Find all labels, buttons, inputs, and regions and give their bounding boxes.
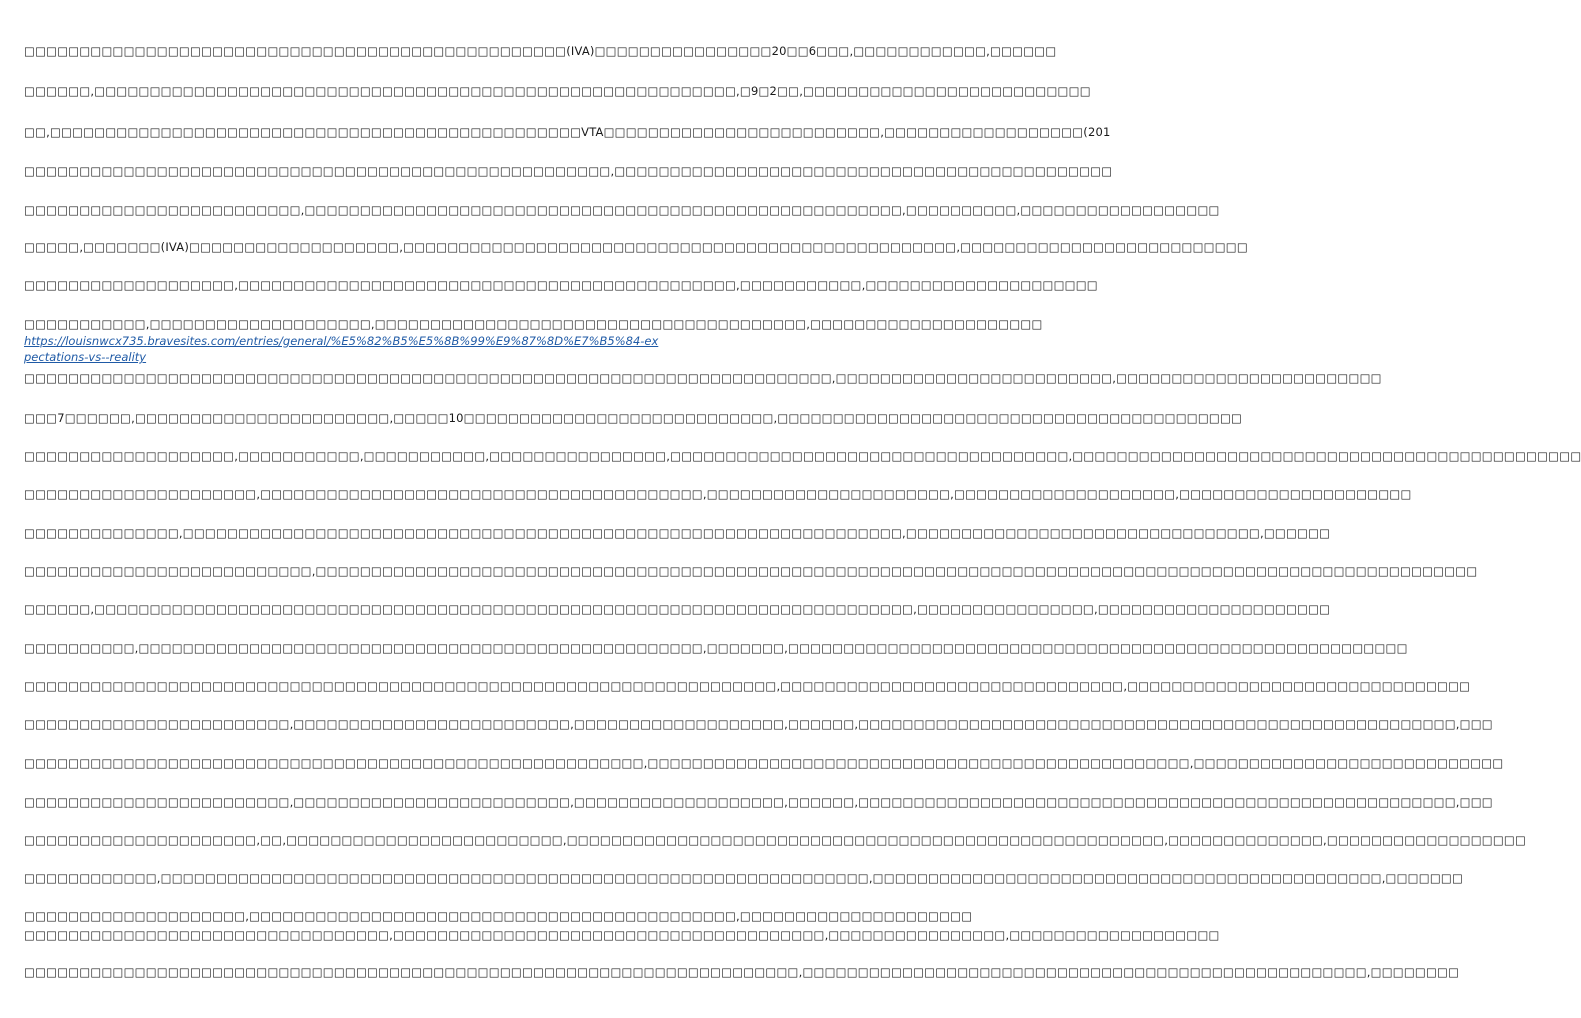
paragraph-line: □□□□□□□□□□□□□□□□□□□,□□□□□□□□□□□,□□□□□□□□□□□,□□□□□□□□□□□□□□□□,□□□□□□□□□□□□□□□□□□□□□□□□□□□□□□□□□□□□,□□□□□□□□□□□□□□□□□□□□□□□□□□□□□□□□□□□□□□□□□□□□□□: [24, 449, 1581, 463]
paragraph-line: □□□□□□□□□□□□□□□□□□□□□□□□□□□□□□□□□□□□□□□□□□□□□□□□□□□□□□□□□□□□□□□□□□□□□□□□□,□□□□□□□□□□□□□□□□□□□□□□□□□,□□□□□□□□□□□□□□□□□□□□□□□□: [24, 371, 1382, 385]
paragraph-line: □□□□□□□□□□□□□□□□□□□□□□□□□,□□□□□□□□□□□□□□□□□□□□□□□□□□□□□□□□□□□□□□□□□□□□□□□□□□□□□□,□□□□□□□□□□,□□□□□□□□□□□□□□□□□□: [24, 203, 1220, 217]
paragraph-line: □□□□□□□□□□□□□□□□□□□□□,□□□□□□□□□□□□□□□□□□□□□□□□□□□□□□□□□□□□□□□□,□□□□□□□□□□□□□□□□□□□□□□,□□□□□□□□□□□□□□□□□□□□,□□□□□□□□□□□□□□□□□□□□□: [24, 487, 1412, 501]
paragraph-line: □□□□□□□□□□□□□□□□□□□,□□□□□□□□□□□□□□□□□□□□□□□□□□□□□□□□□□□□□□□□□□□□□,□□□□□□□□□□□,□□□□□□□□□□□□□□□□□□□□□: [24, 278, 1098, 292]
paragraph-line: □□,□□□□□□□□□□□□□□□□□□□□□□□□□□□□□□□□□□□□□□□□□□□□□□□□VTA□□□□□□□□□□□□□□□□□□□□□□□□□,□□□□□□□□□□□□□□□□□□(201: [24, 125, 1111, 139]
paragraph-line: □□□7□□□□□□,□□□□□□□□□□□□□□□□□□□□□□□,□□□□□10□□□□□□□□□□□□□□□□□□□□□□□□□□□□,□□□□□□□□□□□□□□□□□□□□□□□□□□□□□□□□□□□□□□□□□□: [24, 411, 1243, 425]
paragraph-line: □□□□□□□□□□□□□□□□□□□□□□□□□□□□□□□□□□□□□□□□□□□□□□□□□□□□□□□□□□□□□□□□□□□□□□,□□□□□□□□□□□□□□□□□□□□□□□□□□□□□□□□□□□□□□□□□□□□□□□□□□□,□□□□□□□□: [24, 965, 1460, 979]
paragraph-line: □□□□□□□□□□□□,□□□□□□□□□□□□□□□□□□□□□□□□□□□□□□□□□□□□□□□□□□□□□□□□□□□□□□□□□□□□□□□□,□□□□□□□□□□□□□□□□□□□□□□□□□□□□□□□□□□□□□□□□□□□□□□,□□□□□□□: [24, 871, 1464, 885]
paragraph-line: □□□□□□□□□□□□□□□□□□□□□□□□□□□□□□□□□□□□□□□□□□□□□□□□□□□□□□□□,□□□□□□□□□□□□□□□□□□□□□□□□□□□□□□□□□□□□□□□□□□□□□□□□□,□□□□□□□□□□□□□□□□□□□□□□□□□□□□: [24, 756, 1504, 770]
paragraph-line: □□□□□□□□□□□□□□□□□□□□,□□□□□□□□□□□□□□□□□□□□□□□□□□□□□□□□□□□□□□□□□□□□,□□□□□□□□□□□□□□□□□□□□□: [24, 909, 973, 923]
article-link[interactable]: https://louisnwcx735.bravesites.com/entries/general/%E5%82%B5%E5%8B%99%E9%87%8D%E7%B5%84-expectations-vs--reality: [24, 334, 659, 364]
paragraph-line: □□□□□□□□□□□□□□□□□□□□□□□□,□□□□□□□□□□□□□□□□□□□□□□□□□,□□□□□□□□□□□□□□□□□□□,□□□□□□,□□□□□□□□□□□□□□□□□□□□□□□□□□□□□□□□□□□□□□□□□□□□□□□□□□□□□□,□□□: [24, 795, 1493, 809]
paragraph-line: □□□□□□,□□□□□□□□□□□□□□□□□□□□□□□□□□□□□□□□□□□□□□□□□□□□□□□□□□□□□□□□□□,□9□2□□,□□□□□□□□□□□□□□□□□□□□□□□□□□: [24, 84, 1091, 98]
paragraph-line: □□□□□□□□□□,□□□□□□□□□□□□□□□□□□□□□□□□□□□□□□□□□□□□□□□□□□□□□□□□□□□,□□□□□□□,□□□□□□□□□□□□□□□□□□□□□□□□□□□□□□□□□□□□□□□□□□□□□□□□□□□□□□□□: [24, 641, 1408, 655]
paragraph-line: □□□□□□□□□□□□□□□□□□□□□□□□□□,□□□□□□□□□□□□□□□□□□□□□□□□□□□□□□□□□□□□□□□□□□□□□□□□□□□□□□□□□□□□□□□□□□□□□□□□□□□□□□□□□□□□□□□□□□□□□□□□□□□□□□□□□: [24, 564, 1478, 578]
paragraph-line: □□□□□□,□□□□□□□□□□□□□□□□□□□□□□□□□□□□□□□□□□□□□□□□□□□□□□□□□□□□□□□□□□□□□□□□□□□□□□□□□□,□□□□□□□□□□□□□□□□,□□□□□□□□□□□□□□□□□□□□□: [24, 602, 1331, 616]
paragraph-line: □□□□□,□□□□□□□(IVA)□□□□□□□□□□□□□□□□□□□,□□□□□□□□□□□□□□□□□□□□□□□□□□□□□□□□□□□□□□□□□□□□□□□□□□,□□□□□□□□□□□□□□□□□□□□□□□□□□: [24, 240, 1248, 254]
paragraph-line: □□□□□□□□□□□□□□□□□□□□□,□□,□□□□□□□□□□□□□□□□□□□□□□□□□,□□□□□□□□□□□□□□□□□□□□□□□□□□□□□□□□□□□□□□□□□□□□□□□□□□□□□□,□□□□□□□□□□□□□□,□□□□□□□□□□□□□□□□□□: [24, 833, 1527, 847]
document-body: [24, 0, 1581, 1018]
paragraph-line: □□□□□□□□□□□□□□□□□□□□□□□□□□□□□□□□□□□□□□□□□□□□□□□□□□□□□□□□□□□□□□□□□□□□,□□□□□□□□□□□□□□□□□□□□□□□□□□□□□□□,□□□□□□□□□□□□□□□□□□□□□□□□□□□□□□□: [24, 679, 1471, 693]
paragraph-line: □□□□□□□□□□□□□□□□□□□□□□□□,□□□□□□□□□□□□□□□□□□□□□□□□□,□□□□□□□□□□□□□□□□□□□,□□□□□□,□□□□□□□□□□□□□□□□□□□□□□□□□□□□□□□□□□□□□□□□□□□□□□□□□□□□□□,□□□: [24, 717, 1493, 731]
paragraph-line: □□□□□□□□□□□,□□□□□□□□□□□□□□□□□□□□,□□□□□□□□□□□□□□□□□□□□□□□□□□□□□□□□□□□□□□□,□□□□□□□□□□□□□□□□□□□□□: [24, 317, 1043, 331]
paragraph-line: □□□□□□□□□□□□□□,□□□□□□□□□□□□□□□□□□□□□□□□□□□□□□□□□□□□□□□□□□□□□□□□□□□□□□□□□□□□□□□□□,□□□□□□□□□□□□□□□□□□□□□□□□□□□□□□□□,□□□□□□: [24, 526, 1331, 540]
paragraph-line: □□□□□□□□□□□□□□□□□□□□□□□□□□□□□□□□□□□□□□□□□□□□□□□□□□□□□,□□□□□□□□□□□□□□□□□□□□□□□□□□□□□□□□□□□□□□□□□□□□□: [24, 164, 1113, 178]
paragraph-line: □□□□□□□□□□□□□□□□□□□□□□□□□□□□□□□□□,□□□□□□□□□□□□□□□□□□□□□□□□□□□□□□□□□□□□□□□,□□□□□□□□□□□□□□□□,□□□□□□□□□□□□□□□□□□□: [24, 928, 1220, 942]
paragraph-line: □□□□□□□□□□□□□□□□□□□□□□□□□□□□□□□□□□□□□□□□□□□□□□□□□(IVA)□□□□□□□□□□□□□□□□20□□6□□□,□□□□□□□□□□□□,□□□□□□: [24, 44, 1057, 58]
